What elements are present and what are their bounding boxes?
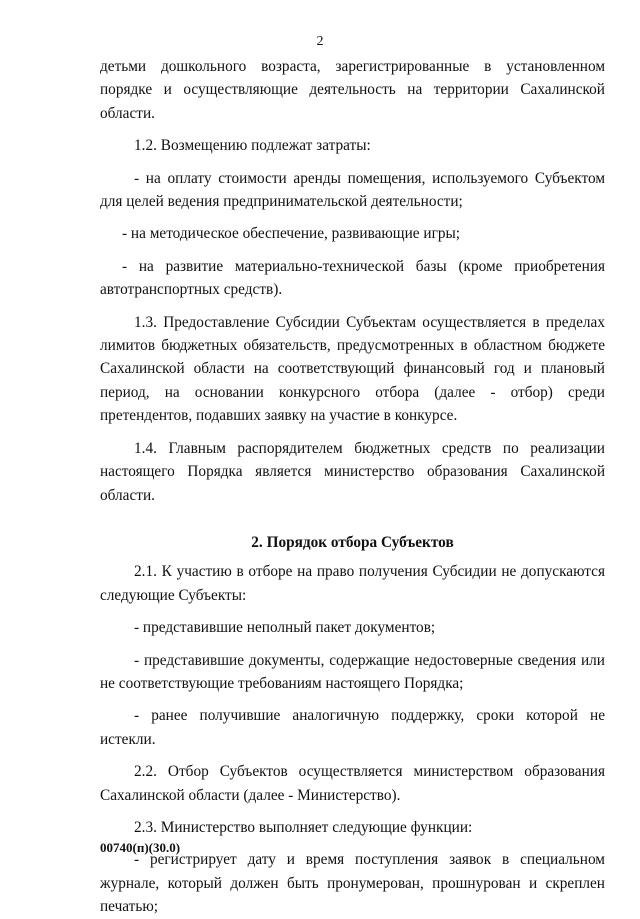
- paragraph-1-4: 1.4. Главным распорядителем бюджетных средств по реализации настоящего Порядка является министерство образования Сахалинской области.: [100, 439, 605, 504]
- section-heading: 2. Порядок отбора Субъектов: [251, 533, 454, 551]
- paragraph-list-item-material-base: - на развитие материально-технической базы (кроме приобретения автотранспортных средств).: [100, 257, 605, 299]
- paragraph-1-3: 1.3. Предоставление Субсидии Субъектам осуществляется в пределах лимитов бюджетных обязательств, предусмотренных в областном бюджете Сахалинской области на соответствующий финансовый год и плановый период, на основании конкурсного отбора (далее - отбор) среди претендентов, подавших заявку на участие в конкурсе.: [100, 313, 605, 425]
- footer-document-code: 00740(п)(30.0): [100, 840, 181, 855]
- paragraph-2-1: 2.1. К участию в отборе на право получения Субсидии не допускаются следующие Субъекты:: [100, 563, 605, 604]
- paragraph-list-item-rent: - на оплату стоимости аренды помещения, используемого Субъектом для целей ведения предпринимательской деятельности;: [100, 169, 605, 211]
- paragraph-list-item-methodical: - на методическое обеспечение, развивающие игры;: [122, 225, 461, 243]
- page-number: 2: [316, 34, 324, 49]
- paragraph-list-item-incomplete: - представившие неполный пакет документов;: [134, 619, 436, 637]
- paragraph-list-item-register: - регистрирует дату и время поступления заявок в специальном журнале, который должен быть пронумерован, прошнурован и скреплен печатью;: [100, 851, 605, 916]
- paragraph-2-3: 2.3. Министерство выполняет следующие функции:: [134, 818, 473, 836]
- paragraph-1-2: 1.2. Возмещению подлежат затраты:: [134, 137, 371, 155]
- paragraph-2-2: 2.2. Отбор Субъектов осуществляется министерством образования Сахалинской области (далее - Министерство).: [100, 763, 605, 804]
- document-body: [100, 55, 605, 919]
- paragraph-list-item-unreliable: - представившие документы, содержащие недостоверные сведения или не соответствующие требованиям настоящего Порядка;: [100, 651, 605, 692]
- paragraph-continuation: детьми дошкольного возраста, зарегистрированные в установленном порядке и осуществляющие деятельность на территории Сахалинской области.: [100, 58, 605, 122]
- paragraph-list-item-previous-support: - ранее получившие аналогичную поддержку, сроки которой не истекли.: [100, 707, 605, 748]
